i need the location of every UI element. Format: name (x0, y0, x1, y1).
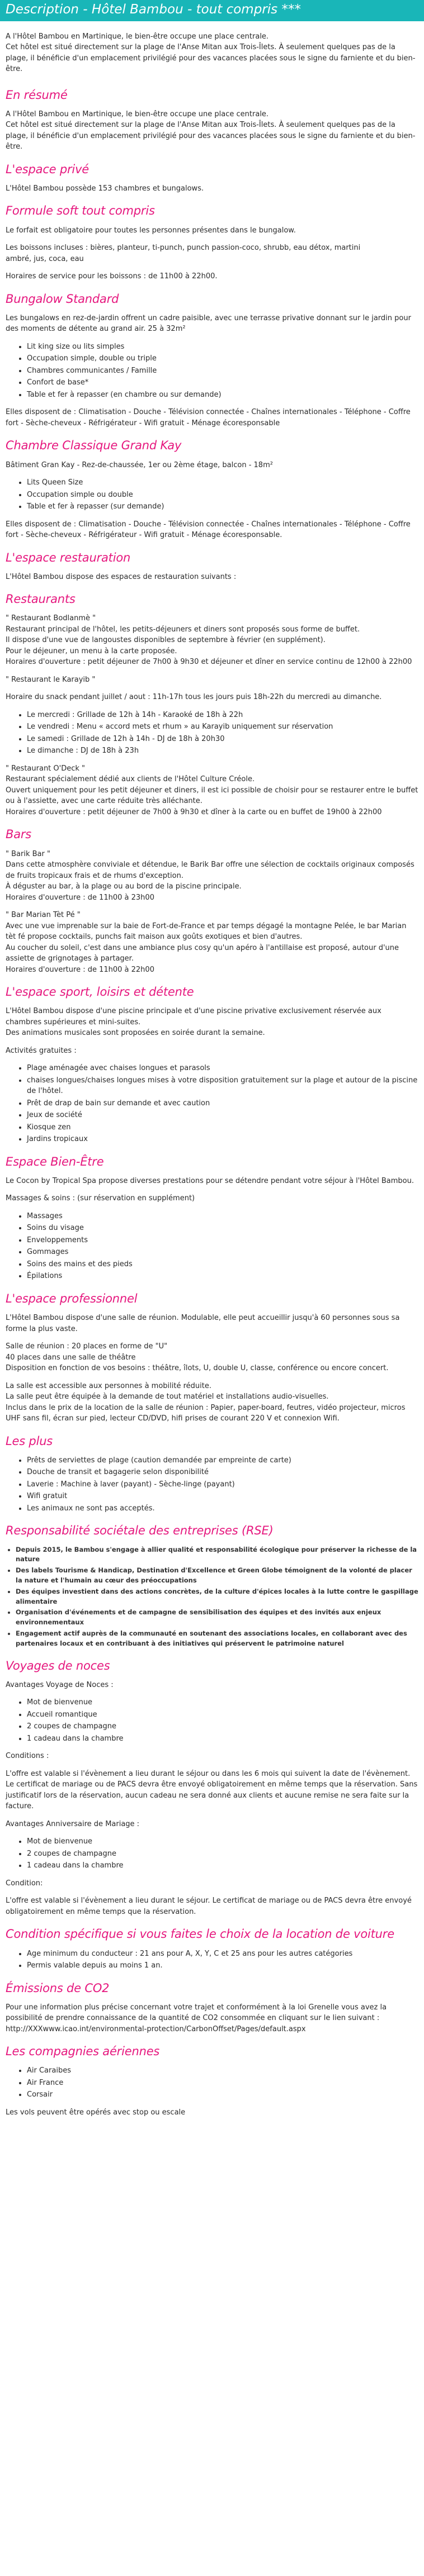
formule-line: ambré, jus, coca, eau (6, 254, 84, 263)
pro-line: La salle peut être équipée à la demande de tout matériel et installations audio-visuelles. (6, 1392, 329, 1401)
list-item: • Soins du visage (27, 1223, 418, 1234)
restaurant-line: Horaires d'ouverture : petit déjeuner de 7h00 à 9h30 et dîner à la carte ou en buffet de 19h00 à 22h00 (6, 807, 382, 816)
section-title-bienetre: Espace Bien-Être (6, 1154, 104, 1168)
pro-intro: L'Hôtel Bambou dispose d'une salle de réunion. Modulable, elle peut accueillir jusqu'à 60 personnes sous sa forme la plus vaste. (6, 1314, 400, 1333)
content (0, 31, 424, 2118)
section-title-restaurants: Restaurants (6, 592, 76, 606)
list-item: • Prêts de serviettes de plage (caution demandée par empreinte de carte) (27, 1455, 418, 1466)
bungalow-list (6, 341, 418, 401)
section-title-rse: Responsabilité sociétale des entreprises (RSE) (6, 1524, 274, 1538)
bar-barik (6, 849, 418, 904)
sport-list (6, 1063, 418, 1145)
formule-drinks (6, 243, 418, 264)
anniversaire-condition-label: Condition: (6, 1879, 43, 1888)
sport-line: Des animations musicales sont proposées en soirée durant la semaine. (6, 1029, 265, 1038)
list-item: • Jeux de société (27, 1110, 418, 1121)
pro-line: Salle de réunion : 20 places en forme de "U" (6, 1342, 168, 1351)
bar-line: Au coucher du soleil, c'est dans une ambiance plus cosy qu'un apéro à l'antillaise est proposé, autour d'une assiette de grignotages à partager. (6, 943, 399, 963)
intro-line: A l'Hôtel Bambou en Martinique, le bien-être occupe une place centrale. (6, 32, 269, 41)
bar-line: Avec une vue imprenable sur la baie de Fort-de-France et par temps dégagé la montagne Pelée, le bar Marian tèt fé propose cocktails, punchs fait maison aux goûts exotiques et bien d'autres. (6, 921, 407, 942)
chambre-outro: Elles disposent de : Climatisation - Douche - Télévision connectée - Chaînes internationales - Téléphone - Coffre fort - Sèche-cheveux - Réfrigérateur - Wifi gratuit - Ménage écoresponsable. (6, 520, 411, 540)
rse-list (6, 1545, 418, 1649)
restaurant-line: Pour le déjeuner, un menu à la carte proposée. (6, 647, 177, 655)
list-item: • Organisation d'événements et de campagne de sensibilisation des équipes et des invités aux enjeux environnementaux (16, 1608, 418, 1628)
restaurant-karayib-title: " Restaurant le Karayib " (6, 675, 96, 684)
restaurant-line: Il dispose d'une vue de langoustes disponibles de septembre à février (en supplément). (6, 636, 326, 645)
section-title-co2: Émissions de CO2 (6, 1981, 110, 1995)
list-item: • Engagement actif auprès de la communauté en soutenant des associations locales, en collaborant avec des partenaires locaux et en contribuant à des initiatives qui préservent le patrimoine naturel (16, 1629, 418, 1649)
list-item: • 1 cadeau dans la chambre (27, 1733, 418, 1745)
bar-line: Dans cette atmosphère conviviale et détendue, le Barik Bar offre une sélection de cocktails originaux composés de fruits tropicaux frais et de rhums d'exception. (6, 861, 414, 880)
restaurant-line: " Restaurant O'Deck " (6, 764, 86, 773)
chambre-list (6, 477, 418, 512)
section-title-voiture: Condition spécifique si vous faites le choix de la location de voiture (6, 1927, 394, 1941)
list-item: • Le dimanche : DJ de 18h à 23h (27, 745, 418, 757)
list-item: • Table et fer à repasser (en chambre ou sur demande) (27, 389, 418, 401)
section-title-resume: En résumé (6, 88, 68, 102)
bar-line: " Barik Bar " (6, 849, 50, 858)
list-item: • Corsair (27, 2089, 418, 2100)
bar-line: Horaires d'ouverture : de 11h00 à 22h00 (6, 965, 154, 974)
bar-line: Horaires d'ouverture : de 11h00 à 23h00 (6, 893, 154, 902)
restaurant-line: Restaurant spécialement dédié aux clients de l'Hôtel Culture Créole. (6, 775, 255, 784)
list-item: • Les animaux ne sont pas acceptés. (27, 1503, 418, 1514)
compagnies-outro: Les vols peuvent être opérés avec stop ou escale (6, 2108, 186, 2117)
list-item: • Air France (27, 2078, 418, 2089)
list-item: • Kiosque zen (27, 1122, 418, 1133)
section-title-noces: Voyages de noces (6, 1658, 110, 1672)
section-title-prive: L'espace privé (6, 162, 89, 176)
bienetre-list (6, 1211, 418, 1282)
compagnies-list (6, 2065, 418, 2100)
anniversaire-condition-text: L'offre est valable si l'évènement a lieu durant le séjour. Le certificat de mariage ou de PACS devra être envoyé obligatoirement en même temps que la réservation. (6, 1897, 412, 1916)
bienetre-intro: Le Cocon by Tropical Spa propose diverses prestations pour se détendre pendant votre séjour à l'Hôtel Bambou. (6, 1176, 414, 1185)
restaurant-karayib-text: Horaire du snack pendant juillet / aout : 11h-17h tous les jours puis 18h-22h du mercredi au dimanche. (6, 693, 382, 702)
section-title-sport: L'espace sport, loisirs et détente (6, 985, 194, 999)
pro-line: Disposition en fonction de vos besoins : théâtre, îlots, U, double U, classe, conférence ou encore concert. (6, 1364, 389, 1373)
list-item: • Lit king size ou lits simples (27, 341, 418, 353)
voiture-list (6, 1948, 418, 1971)
karayib-list (6, 710, 418, 757)
list-item: • Jardins tropicaux (27, 1134, 418, 1145)
bungalow-intro: Les bungalows en rez-de-jardin offrent un cadre paisible, avec une terrasse privative donnant sur le jardin pour des moments de détente au grand air. 25 à 32m² (6, 313, 411, 334)
list-item: • Air Caraibes (27, 2065, 418, 2076)
list-item: • 2 coupes de champagne (27, 1848, 418, 1860)
noces-conditions-label: Conditions : (6, 1752, 49, 1761)
list-item: • Douche de transit et bagagerie selon disponibilité (27, 1467, 418, 1478)
list-item: • Prêt de drap de bain sur demande et avec caution (27, 1098, 418, 1109)
restaurant-bodlanme (6, 613, 418, 668)
section-title-compagnies: Les compagnies aériennes (6, 2045, 160, 2059)
co2-line: Pour une information plus précise concernant votre trajet et conformément à la loi Grenelle vous avez la possibilité de prendre connaissance de la quantité de CO2 consommée en cliquant sur le lien suivant : (6, 2003, 387, 2023)
pro-equipment (6, 1381, 418, 1424)
resume-text (6, 109, 418, 153)
list-item: • Chambres communicantes / Famille (27, 365, 418, 377)
page-title: Description - Hôtel Bambou - tout compris *** (0, 0, 424, 21)
list-item: • Depuis 2015, le Bambou s'engage à allier qualité et responsabilité écologique pour préserver la richesse de la nature (16, 1545, 418, 1565)
bar-line: À déguster au bar, à la plage ou au bord de la piscine principale. (6, 882, 242, 891)
sport-intro (6, 1006, 418, 1039)
formule-line: Les boissons incluses : bières, planteur, ti-punch, punch passion-coco, shrubb, eau détox, martini (6, 244, 361, 253)
list-item: • Occupation simple, double ou triple (27, 353, 418, 364)
list-item: • Confort de base* (27, 377, 418, 388)
sport-line: L'Hôtel Bambou dispose d'une piscine principale et d'une piscine privative exclusivement réservée aux chambres supérieures et mini-suites. (6, 1007, 381, 1026)
restauration-text: L'Hôtel Bambou dispose des espaces de restauration suivants : (6, 572, 237, 581)
list-item: • Table et fer à repasser (sur demande) (27, 501, 418, 512)
section-title-plus: Les plus (6, 1434, 53, 1448)
bar-marian (6, 910, 418, 975)
formule-line: Horaires de service pour les boissons : de 11h00 à 22h00. (6, 272, 218, 281)
noces-list (6, 1697, 418, 1744)
section-title-formule: Formule soft tout compris (6, 204, 155, 218)
sport-label: Activités gratuites : (6, 1046, 77, 1055)
list-item: • Soins des mains et des pieds (27, 1259, 418, 1270)
restaurant-line: Restaurant principal de l'hôtel, les petits-déjeuners et diners sont proposés sous forme de buffet. (6, 625, 360, 634)
list-item: • 1 cadeau dans la chambre (27, 1860, 418, 1871)
pro-line: La salle est accessible aux personnes à mobilité réduite. (6, 1381, 211, 1390)
list-item: • chaises longues/chaises longues mises à votre disposition gratuitement sur la plage et autour de la piscine de l'hôtel. (27, 1075, 418, 1097)
list-item: • Lits Queen Size (27, 477, 418, 488)
chambre-intro: Bâtiment Gran Kay - Rez-de-chaussée, 1er ou 2ème étage, balcon - 18m² (6, 460, 273, 469)
anniversaire-list (6, 1836, 418, 1871)
co2-link[interactable]: http://XXXwww.icao.int/environmental-protection/CarbonOffset/Pages/default.aspx (6, 2024, 306, 2033)
list-item: • Massages (27, 1211, 418, 1222)
intro (6, 31, 418, 75)
list-item: • 2 coupes de champagne (27, 1721, 418, 1732)
section-title-bungalow: Bungalow Standard (6, 292, 119, 306)
restaurant-line: " Restaurant Bodlanmè " (6, 614, 96, 623)
section-title-bars: Bars (6, 828, 32, 842)
pro-line: Inclus dans le prix de la location de la salle de réunion : Papier, paper-board, feutres, vidéo projecteur, micros UHF sans fil, écran sur pied, lecteur CD/DVD, hifi prises de courant 220 V et connexion Wifi. (6, 1403, 406, 1423)
section-title-chambre: Chambre Classique Grand Kay (6, 439, 182, 453)
noces-label: Avantages Voyage de Noces : (6, 1680, 114, 1689)
bienetre-label: Massages & soins : (sur réservation en supplément) (6, 1194, 195, 1203)
restaurant-odeck (6, 763, 418, 818)
list-item: • Enveloppements (27, 1235, 418, 1246)
list-item: • Gommages (27, 1247, 418, 1258)
prive-text: L'Hôtel Bambou possède 153 chambres et bungalows. (6, 184, 204, 193)
noces-conditions-text: L'offre est valable si l'évènement a lieu durant le séjour ou dans les 6 mois qui suivent la date de l'évènement. Le certificat de mariage ou de PACS devra être envoyé obligatoirement en même temps que la réservation. Sans justificatif lors de la réservation, aucun cadeau ne sera donné aux clients et aucune remise ne sera faite sur la facture. (6, 1769, 418, 1811)
resume-line: Cet hôtel est situé directement sur la plage de l'Anse Mitan aux Trois-Îlets. À seulement quelques pas de la plage, il bénéficie d'un emplacement privilégié pour des vacances placées sous le signe du farniente et du bien-être. (6, 121, 416, 151)
list-item: • Accueil romantique (27, 1709, 418, 1720)
anniversaire-label: Avantages Anniversaire de Mariage : (6, 1819, 140, 1828)
intro-line: Cet hôtel est situé directement sur la plage de l'Anse Mitan aux Trois-Îlets. À seulement quelques pas de la plage, il bénéficie d'un emplacement privilégié pour des vacances placées sous le signe du farniente et du bien-être. (6, 43, 416, 74)
section-title-restauration: L'espace restauration (6, 550, 131, 564)
bungalow-outro: Elles disposent de : Climatisation - Douche - Télévision connectée - Chaînes internationales - Téléphone - Coffre fort - Sèche-cheveux - Réfrigérateur - Wifi gratuit - Ménage écoresponsable (6, 408, 411, 427)
list-item: • Le vendredi : Menu « accord mets et rhum » au Karayib uniquement sur réservation (27, 721, 418, 733)
plus-list (6, 1455, 418, 1514)
list-item: • Mot de bienvenue (27, 1836, 418, 1847)
formule-line: Le forfait est obligatoire pour toutes les personnes présentes dans le bungalow. (6, 226, 296, 235)
list-item: • Le mercredi : Grillade de 12h à 14h - Karaoké de 18h à 22h (27, 710, 418, 721)
resume-line: A l'Hôtel Bambou en Martinique, le bien-être occupe une place centrale. (6, 110, 269, 118)
list-item: • Des labels Tourisme & Handicap, Destination d'Excellence et Green Globe témoignent de la volonté de placer la nature et l'humain au cœur des préoccupations (16, 1566, 418, 1586)
list-item: • Des équipes investient dans des actions concrètes, de la culture d'épices locales à la lutte contre le gaspillage alimentaire (16, 1587, 418, 1607)
list-item: • Permis valable depuis au moins 1 an. (27, 1960, 418, 1971)
restaurant-line: Ouvert uniquement pour les petit déjeuner et diners, il est ici possible de choisir pour se restaurer entre le buffet ou à l'assiette, avec une carte réduite très alléchante. (6, 786, 418, 806)
list-item: • Mot de bienvenue (27, 1697, 418, 1708)
list-item: • Age minimum du conducteur : 21 ans pour A, X, Y, C et 25 ans pour les autres catégories (27, 1948, 418, 1960)
restaurant-line: Horaires d'ouverture : petit déjeuner de 7h00 à 9h30 et déjeuner et dîner en service continu de 12h00 à 22h00 (6, 658, 412, 667)
bar-line: " Bar Marian Tèt Pé " (6, 911, 81, 920)
pro-capacity (6, 1341, 418, 1374)
section-title-pro: L'espace professionnel (6, 1291, 138, 1305)
list-item: • Plage aménagée avec chaises longues et parasols (27, 1063, 418, 1074)
list-item: • Laverie : Machine à laver (payant) - Sèche-linge (payant) (27, 1479, 418, 1490)
co2-text (6, 2002, 418, 2035)
pro-line: 40 places dans une salle de théâtre (6, 1353, 136, 1362)
list-item: • Wifi gratuit (27, 1491, 418, 1502)
list-item: • Épilations (27, 1271, 418, 1282)
list-item: • Occupation simple ou double (27, 489, 418, 501)
list-item: • Le samedi : Grillade de 12h à 14h - DJ de 18h à 20h30 (27, 734, 418, 745)
